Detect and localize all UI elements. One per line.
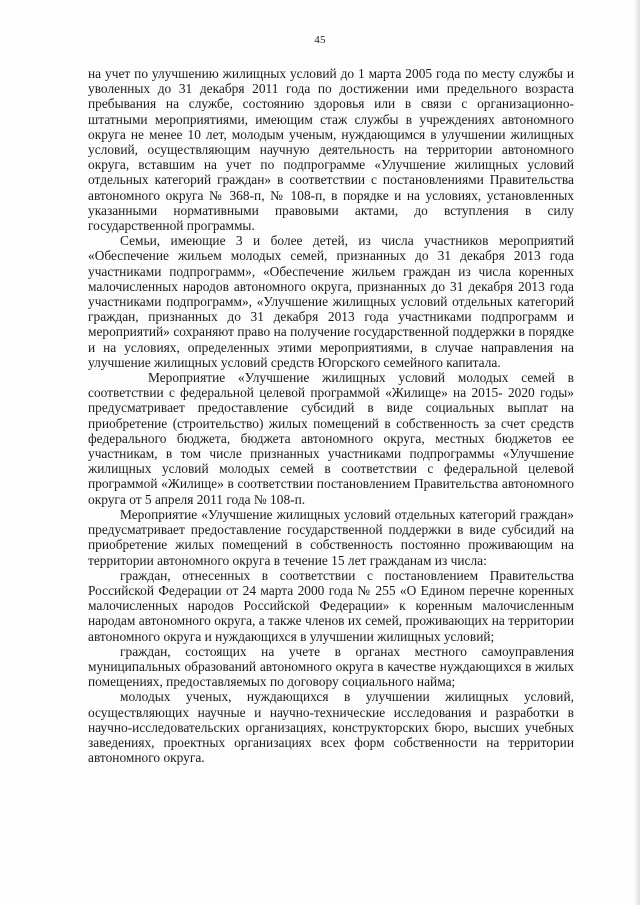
document-body	[88, 66, 574, 765]
paragraph-continuation: на учет по улучшению жилищных условий до 1 марта 2005 года по месту службы и уволенных до 31 декабря 2011 года по достижении ими предельного возраста пребывания на службе, состоянию здоровья или в связи с организационно-штатными мероприятиями, имеющим стаж службы в учреждениях автономного округа не менее 10 лет, молодым ученым, нуждающимся в улучшении жилищных условий, осуществляющим научную деятельность на территории автономного округа, вставшим на учет по подпрограмме «Улучшение жилищных условий отдельных категорий граждан» в соответствии с постановлениями Правительства автономного округа № 368-п, № 108-п, в порядке и на условиях, установленных указанными нормативными правовыми актами, до вступления в силу государственной программы.	[88, 66, 574, 234]
list-item-young-scientists: молодых ученых, нуждающихся в улучшении жилищных условий, осуществляющих научные и научно-технические исследования и разработки в научно-исследовательских организациях, конструкторских бюро, высших учебных заведениях, проектных организациях всех форм собственности на территории автономного округа.	[88, 689, 574, 766]
list-item-registered-citizens: граждан, состоящих на учете в органах местного самоуправления муниципальных образований автономного округа в качестве нуждающихся в жилых помещениях, предоставляемых по договору социального найма;	[88, 643, 574, 690]
paragraph-young-families-measure: Мероприятие «Улучшение жилищных условий молодых семей в соответствии с федеральной целевой программой «Жилище» на 2015- 2020 годы» предусматривает предоставление субсидий в виде социальных выплат на приобретение (строительство) жилых помещений в собственность за счет средств федерального бюджета, бюджета автономного округа, местных бюджетов ее участникам, в том числе признанных участниками подпрограммы «Улучшение жилищных условий молодых семей в соответствии с федеральной целевой программой «Жилище» в соответствии постановлением Правительства автономного округа от 5 апреля 2011 года № 108-п.	[88, 370, 574, 507]
paragraph-large-families: Семьи, имеющие 3 и более детей, из числа участников мероприятий «Обеспечение жильем молодых семей, признанных до 31 декабря 2013 года участниками подпрограмм», «Обеспечение жильем граждан из числа коренных малочисленных народов автономного округа, признанных до 31 декабря 2013 года участниками подпрограмм», «Улучшение жилищных условий отдельных категорий граждан, признанных до 31 декабря 2013 года участниками подпрограмм и мероприятий» сохраняют право на получение государственной поддержки в порядке и на условиях, определенных этими мероприятиями, в случае направления на улучшение жилищных условий средств Югорского семейного капитала.	[88, 233, 574, 370]
page-edge-shadow	[634, 0, 640, 905]
page-number: 45	[314, 34, 326, 46]
list-item-indigenous-citizens: граждан, отнесенных в соответствии с постановлением Правительства Российской Федерации от 24 марта 2000 года № 255 «О Едином перечне коренных малочисленных народов Российской Федерации» к коренным малочисленным народам автономного округа, а также членов их семей, проживающих на территории автономного округа и нуждающихся в улучшении жилищных условий;	[88, 567, 574, 644]
paragraph-categories-measure: Мероприятие «Улучшение жилищных условий отдельных категорий граждан» предусматривает предоставление государственной поддержки в виде субсидий на приобретение жилых помещений в собственность постоянно проживающим на территории автономного округа в течение 15 лет гражданам из числа:	[88, 506, 574, 568]
